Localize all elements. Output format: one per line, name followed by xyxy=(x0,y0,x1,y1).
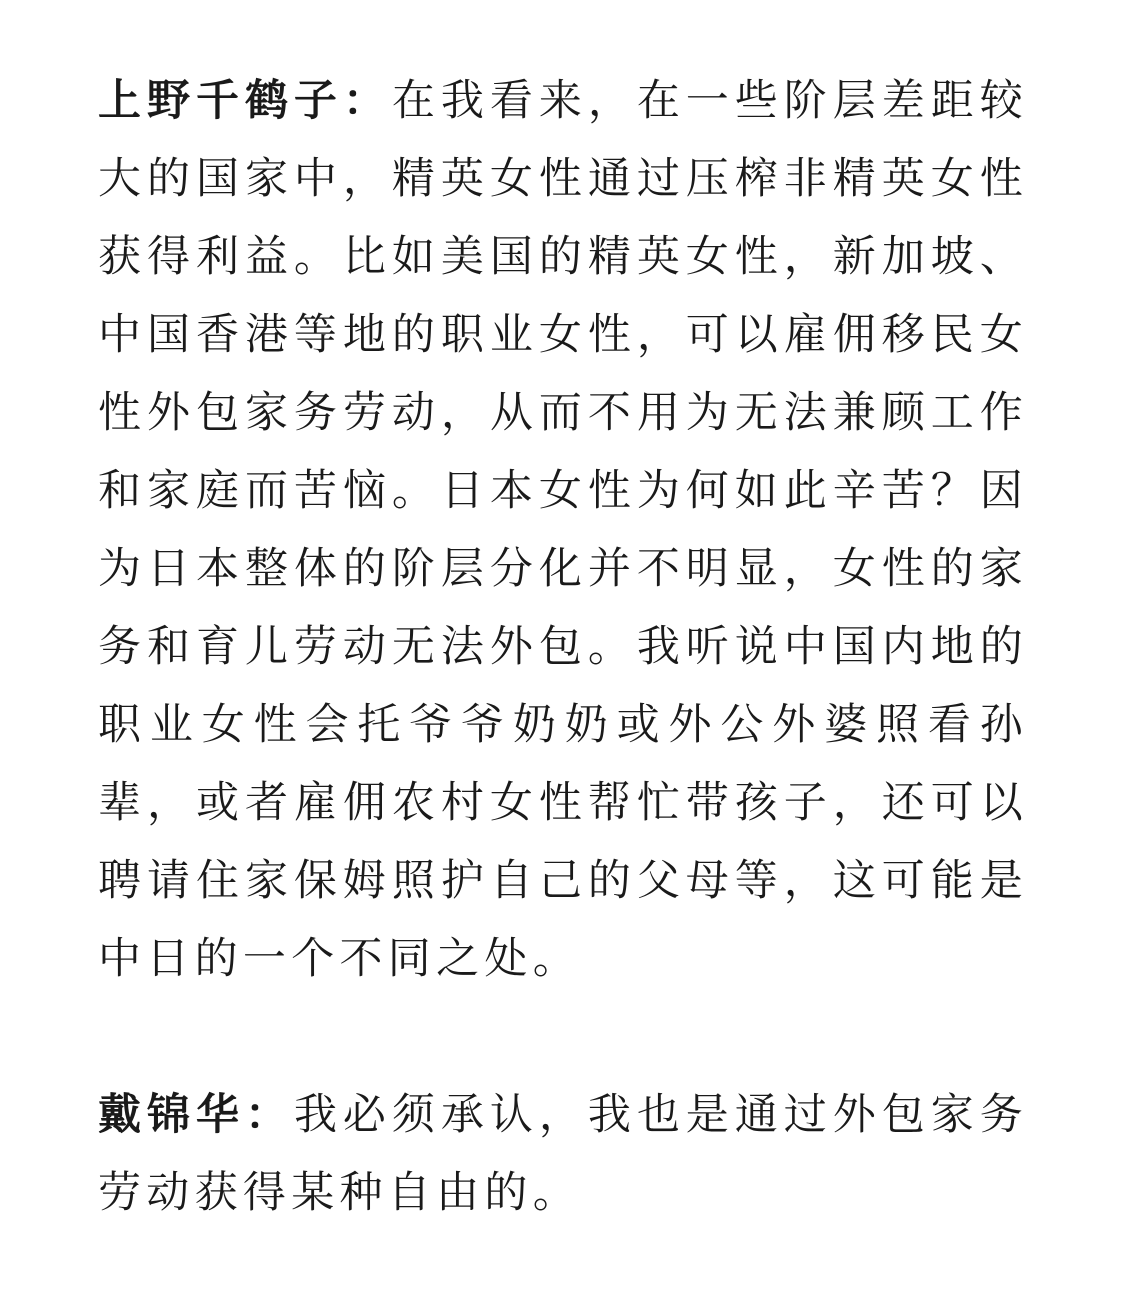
article-body xyxy=(98,62,1028,1232)
quote-text: 我必须承认，我也是通过外包家务劳动获得某种自由的。 xyxy=(98,1090,1029,1218)
quote-paragraph-ueno xyxy=(98,62,1028,998)
quote-text: 在我看来，在一些阶层差距较大的国家中，精英女性通过压榨非精英女性获得利益。比如美国的精英女性，新加坡、中国香港等地的职业女性，可以雇佣移民女性外包家务劳动，从而不用为无法兼顾工作和家庭而苦恼。日本女性为何如此辛苦？因为日本整体的阶层分化并不明显，女性的家务和育儿劳动无法外包。我听说中国内地的职业女性会托爷爷奶奶或外公外婆照看孙辈，或者雇佣农村女性帮忙带孩子，还可以聘请住家保姆照护自己的父母等，这可能是中日的一个不同之处。 xyxy=(98,76,1028,984)
speaker-name: 戴锦华： xyxy=(98,1090,294,1140)
quote-paragraph-dai xyxy=(98,1076,1028,1232)
speaker-name: 上野千鹤子： xyxy=(98,76,392,126)
